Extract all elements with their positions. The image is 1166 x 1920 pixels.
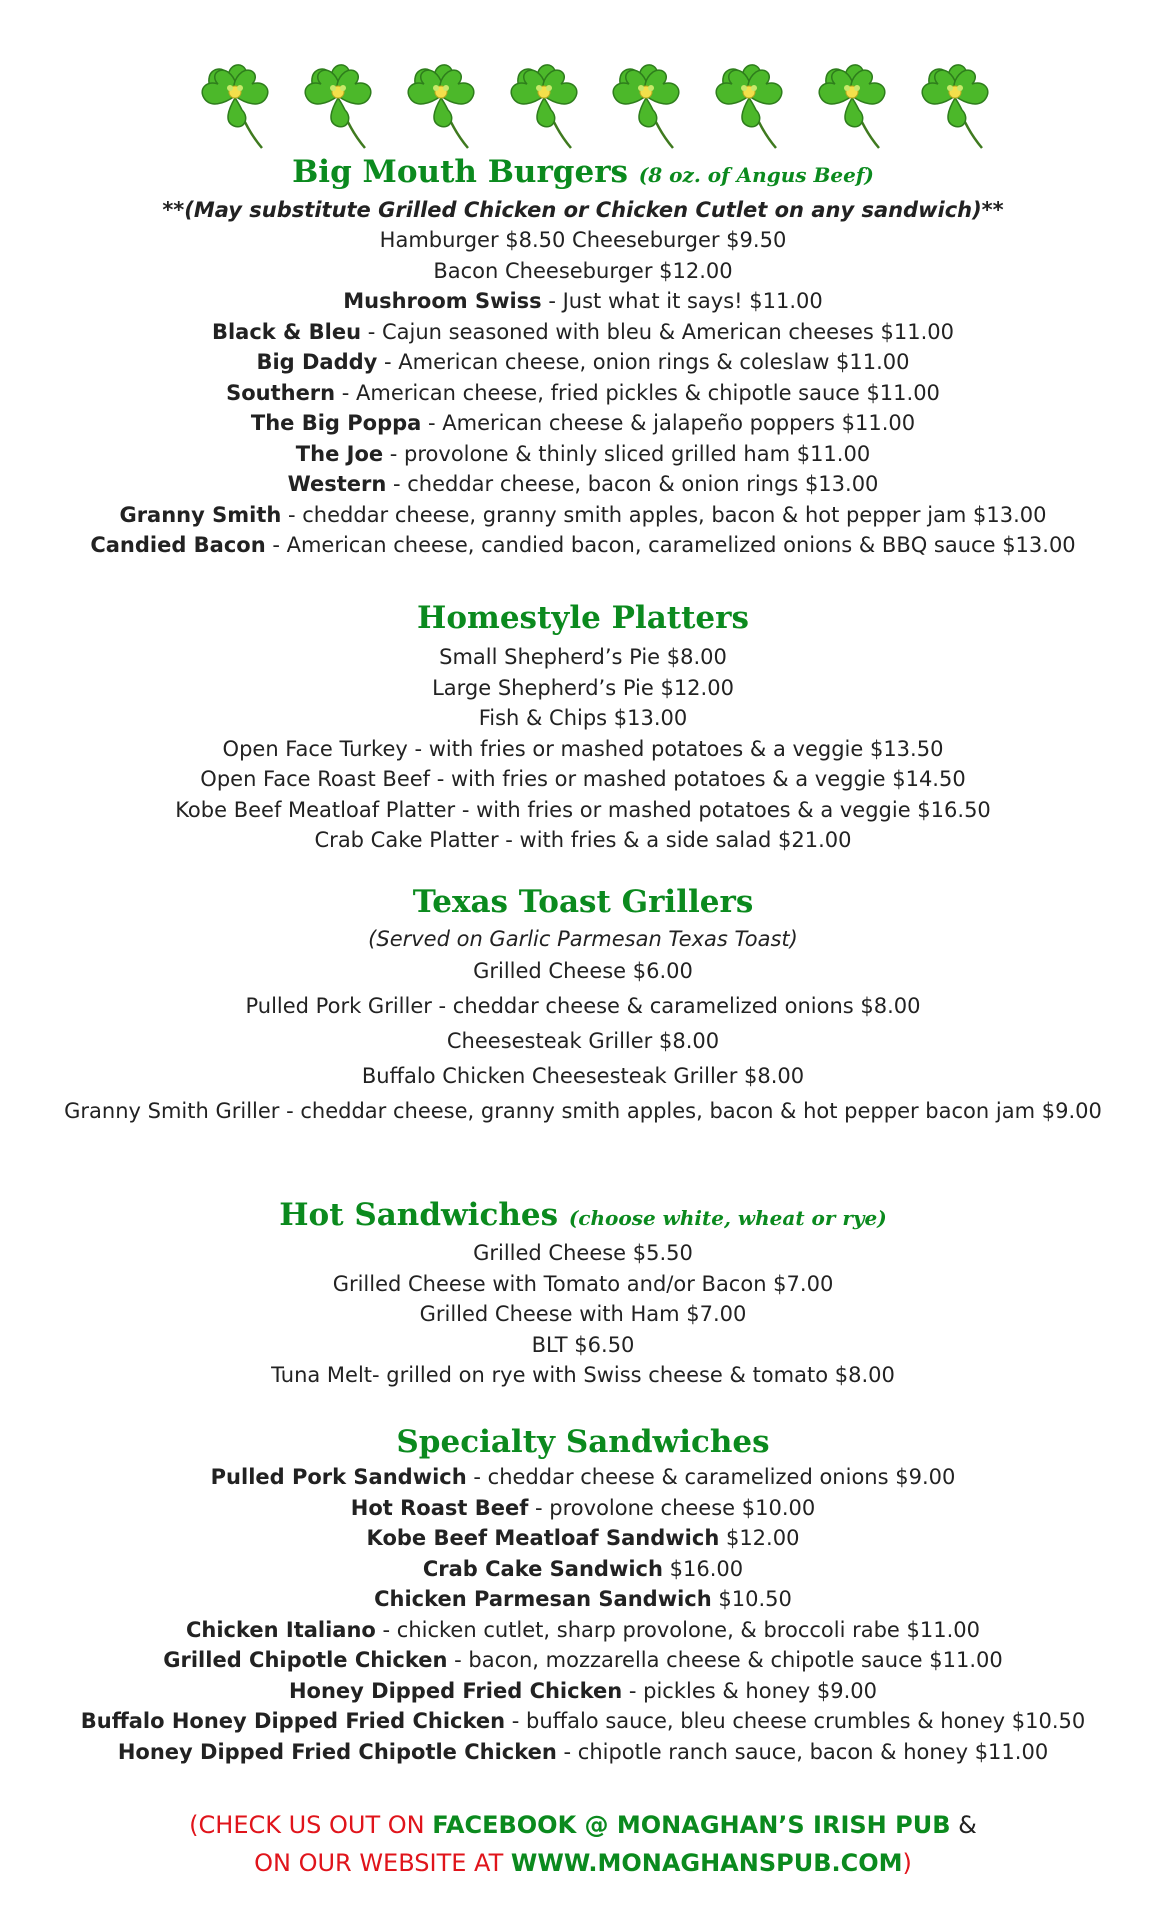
menu-item-name: Granny Smith (119, 502, 282, 527)
menu-item (0, 1737, 1166, 1768)
menu-item: Small Shepherd’s Pie $8.00 (439, 645, 727, 669)
menu-item (0, 378, 1166, 409)
menu-item: Crab Cake Platter - with fries & a side salad $21.00 (314, 828, 852, 852)
section-title: Specialty Sandwiches (396, 1424, 770, 1460)
menu-item: Fish & Chips $13.00 (478, 706, 688, 730)
social-footer (0, 1806, 1166, 1882)
footer-line-2 (0, 1844, 1166, 1882)
shamrock-icon (601, 48, 691, 158)
specialty-section (0, 1422, 1166, 1767)
shamrock-border (190, 48, 1000, 158)
menu-item: Pulled Pork Griller - cheddar cheese & caramelized onions $8.00 (245, 994, 921, 1018)
menu-item (0, 1554, 1166, 1585)
shamrock-icon (293, 48, 383, 158)
menu-item (0, 1706, 1166, 1737)
menu-item-desc: - cheddar cheese, bacon & onion rings $13.00 (386, 472, 879, 496)
menu-item (0, 1676, 1166, 1707)
menu-item-name: Grilled Chipotle Chicken (163, 1648, 448, 1672)
burgers-section (0, 152, 1166, 561)
menu-item-name: Chicken Parmesan Sandwich (374, 1587, 712, 1611)
menu-item (0, 1645, 1166, 1676)
menu-item-list (0, 1238, 1166, 1391)
menu-item-list (0, 642, 1166, 856)
menu-item (0, 286, 1166, 317)
menu-item (0, 225, 1166, 256)
shamrock-icon (910, 48, 1000, 158)
section-title: Hot Sandwiches (279, 1197, 559, 1233)
menu-item (0, 408, 1166, 439)
menu-item-desc: - cheddar cheese & caramelized onions $9.00 (466, 1465, 956, 1489)
menu-item-desc: - Just what it says! $11.00 (541, 289, 823, 313)
menu-item: Open Face Roast Beef - with fries or mashed potatoes & a veggie $14.50 (200, 767, 966, 791)
section-title: Big Mouth Burgers (292, 154, 628, 190)
menu-item-desc: - American cheese, candied bacon, caramelized onions & BBQ sauce $13.00 (265, 533, 1076, 557)
menu-item-desc: - chipotle ranch sauce, bacon & honey $11.00 (556, 1739, 1049, 1764)
menu-item: Cheesesteak Griller $8.00 (446, 1029, 720, 1053)
menu-item: Open Face Turkey - with fries or mashed potatoes & a veggie $13.50 (222, 736, 944, 761)
menu-item: Grilled Cheese with Tomato and/or Bacon $7.00 (332, 1271, 834, 1296)
menu-item-name: Kobe Beef Meatloaf Sandwich (366, 1526, 720, 1550)
menu-item-name: Honey Dipped Fried Chicken (288, 1678, 623, 1703)
menu-item-desc: - chicken cutlet, sharp provolone, & broccoli rabe $11.00 (375, 1617, 981, 1642)
menu-item-name: Buffalo Honey Dipped Fried Chicken (80, 1709, 506, 1733)
section-title: Homestyle Platters (417, 600, 749, 636)
menu-item-name: Pulled Pork Sandwich (210, 1465, 467, 1489)
menu-item-desc: - provolone & thinly sliced grilled ham $11.00 (383, 441, 871, 466)
menu-item-desc: $16.00 (662, 1556, 744, 1581)
menu-item-desc: - cheddar cheese, granny smith apples, bacon & hot pepper jam $13.00 (281, 502, 1047, 527)
substitution-note: **(May substitute Grilled Chicken or Chicken Cutlet on any sandwich)** (162, 198, 1004, 222)
menu-item (0, 500, 1166, 531)
menu-item-name: Honey Dipped Fried Chipotle Chicken (117, 1739, 557, 1764)
menu-item (0, 1462, 1166, 1493)
menu-item: Granny Smith Griller - cheddar cheese, granny smith apples, bacon & hot pepper bacon jam $9.00 (64, 1099, 1102, 1123)
menu-item: Grilled Cheese $6.00 (473, 959, 693, 983)
platters-section (0, 598, 1166, 856)
menu-item-desc: - pickles & honey $9.00 (622, 1678, 878, 1703)
menu-item: Grilled Cheese $5.50 (473, 1241, 693, 1265)
footer-line-1 (0, 1806, 1166, 1844)
menu-item-list (0, 1462, 1166, 1767)
shamrock-icon (704, 48, 794, 158)
menu-item-name: Big Daddy (256, 350, 378, 374)
footer-text: (CHECK US OUT ON (189, 1811, 433, 1839)
menu-item-list (0, 225, 1166, 561)
section-note: (Served on Garlic Parmesan Texas Toast) (368, 927, 798, 951)
menu-item (0, 1584, 1166, 1615)
footer-text: ) (902, 1849, 912, 1877)
menu-item (0, 439, 1166, 470)
menu-item: Buffalo Chicken Cheesesteak Griller $8.00 (361, 1064, 805, 1088)
grillers-section (0, 882, 1166, 1129)
menu-item-name: Chicken Italiano (185, 1617, 376, 1642)
menu-item-desc: - provolone cheese $10.00 (528, 1495, 816, 1520)
menu-item (0, 317, 1166, 348)
menu-item: Grilled Cheese with Ham $7.00 (419, 1302, 747, 1326)
menu-item-desc: - American cheese, onion rings & coleslaw $11.00 (377, 350, 910, 374)
footer-text: ON OUR WEBSITE AT (254, 1849, 511, 1877)
section-heading (0, 1195, 1166, 1238)
menu-item (0, 1615, 1166, 1646)
website-link[interactable]: WWW.MONAGHANSPUB.COM (510, 1849, 903, 1877)
menu-item-desc: - American cheese & jalapeño poppers $11.00 (421, 411, 916, 435)
shamrock-icon (499, 48, 589, 158)
footer-text: & (950, 1811, 977, 1839)
menu-item-desc: - Cajun seasoned with bleu & American cheeses $11.00 (361, 319, 955, 344)
section-title: Texas Toast Grillers (412, 884, 754, 920)
facebook-link[interactable]: FACEBOOK @ MONAGHAN’S IRISH PUB (432, 1811, 951, 1839)
menu-item-name: Crab Cake Sandwich (422, 1556, 663, 1581)
menu-item: Kobe Beef Meatloaf Platter - with fries or mashed potatoes & a veggie $16.50 (175, 797, 991, 822)
menu-item (0, 530, 1166, 561)
menu-item-name: Southern (226, 380, 336, 405)
menu-item-name: Western (287, 472, 387, 496)
menu-item-name: Black & Bleu (211, 319, 362, 344)
menu-item (0, 347, 1166, 378)
shamrock-icon (807, 48, 897, 158)
menu-item-name: Candied Bacon (90, 533, 266, 557)
section-subtitle: (choose white, wheat or rye) (568, 1206, 887, 1230)
menu-item-name: The Joe (295, 441, 384, 466)
menu-item-name: The Big Poppa (250, 411, 422, 435)
menu-item-name: Mushroom Swiss (343, 289, 542, 313)
menu-item-desc: - bacon, mozzarella cheese & chipotle sauce $11.00 (447, 1648, 1003, 1672)
menu-item: BLT $6.50 (531, 1332, 635, 1357)
menu-item (0, 256, 1166, 287)
menu-item-name: Hot Roast Beef (350, 1495, 529, 1520)
menu-item-desc: $12.00 (719, 1526, 800, 1550)
menu-item-desc: Hamburger $8.50 Cheeseburger $9.50 (379, 228, 787, 252)
menu-item-desc: - American cheese, fried pickles & chipotle sauce $11.00 (335, 380, 940, 405)
menu-item: Tuna Melt- grilled on rye with Swiss cheese & tomato $8.00 (271, 1363, 895, 1387)
menu-item-desc: - buffalo sauce, bleu cheese crumbles & honey $10.50 (505, 1709, 1086, 1733)
section-subtitle: (8 oz. of Angus Beef) (638, 163, 874, 187)
shamrock-icon (396, 48, 486, 158)
hot-sandwiches-section (0, 1195, 1166, 1391)
section-heading (0, 152, 1166, 195)
menu-item (0, 1523, 1166, 1554)
menu-item-desc: Bacon Cheeseburger $12.00 (433, 258, 733, 283)
menu-item-list (0, 954, 1166, 1129)
menu-item (0, 469, 1166, 500)
shamrock-icon (190, 48, 280, 158)
menu-item (0, 1493, 1166, 1524)
menu-item-desc: $10.50 (711, 1587, 792, 1611)
menu-item: Large Shepherd’s Pie $12.00 (432, 675, 734, 700)
